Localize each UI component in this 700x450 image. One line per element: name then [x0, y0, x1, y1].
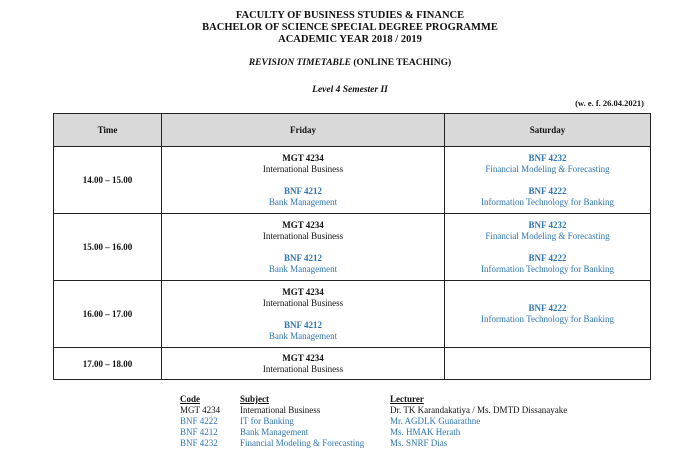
course-name: Bank Management: [268, 330, 338, 341]
timetable-title-italic: REVISION TIMETABLE: [248, 58, 352, 68]
friday-cell: [162, 281, 445, 348]
course-name: Financial Modeling & Forecasting: [485, 163, 610, 174]
course-code: BNF 4222: [528, 252, 567, 263]
course-name: International Business: [262, 297, 344, 308]
legend-code-header: Code: [180, 394, 200, 404]
saturday-cell: [445, 214, 651, 281]
course-name: International Business: [262, 363, 344, 374]
course-code: BNF 4232: [528, 219, 567, 230]
legend-row: [180, 416, 567, 427]
legend-code: BNF 4212: [180, 427, 218, 437]
time-slot: 17.00 – 18.00: [54, 348, 162, 380]
course-code: MGT 4234: [282, 219, 324, 230]
timetable: [53, 113, 651, 380]
legend-subject: Bank Management: [240, 427, 309, 437]
effective-date: (w. e. f. 26.04.2021): [575, 98, 644, 108]
table-row: [54, 281, 651, 348]
legend-lecturer: Ms. HMAK Herath: [390, 427, 461, 437]
course-code: BNF 4212: [284, 319, 322, 330]
time-slot: 16.00 – 17.00: [54, 281, 162, 348]
course-code: BNF 4222: [528, 303, 567, 313]
col-time: Time: [54, 114, 162, 147]
legend-subject: International Business: [240, 405, 321, 415]
time-slot: 15.00 – 16.00: [54, 214, 162, 281]
course-code: BNF 4222: [528, 185, 567, 196]
course-name: International Business: [262, 163, 344, 174]
course-code: BNF 4212: [284, 252, 322, 263]
legend-header: [180, 394, 567, 405]
faculty-title: FACULTY OF BUSINESS STUDIES & FINANCE: [235, 10, 465, 21]
legend-lecturer: Mr. AGDLK Gunarathne: [390, 416, 481, 426]
friday-cell: [162, 348, 445, 380]
legend-code: BNF 4232: [180, 438, 218, 448]
course-code: MGT 4234: [282, 286, 324, 297]
course-name: Bank Management: [268, 196, 338, 207]
saturday-cell: [445, 147, 651, 214]
legend-lecturer: Dr. TK Karandakatiya / Ms. DMTD Dissanayake: [390, 405, 568, 415]
academic-year: ACADEMIC YEAR 2018 / 2019: [278, 34, 422, 45]
course-code: MGT 4234: [282, 152, 324, 163]
time-slot: 14.00 – 15.00: [54, 147, 162, 214]
legend-lecturer-header: Lecturer: [390, 394, 424, 404]
saturday-cell: [445, 281, 651, 348]
legend-row: [180, 427, 567, 438]
course-code: MGT 4234: [282, 352, 324, 363]
course-name: Financial Modeling & Forecasting: [485, 230, 610, 241]
friday-cell: [162, 147, 445, 214]
col-saturday: Saturday: [445, 114, 651, 147]
legend-subject-header: Subject: [240, 394, 269, 404]
course-name: Information Technology for Banking: [481, 196, 614, 207]
course-name: Information Technology for Banking: [481, 263, 614, 274]
table-row: [54, 348, 651, 380]
legend-subject: Financial Modeling & Forecasting: [240, 438, 365, 448]
legend-row: [180, 405, 567, 416]
course-code: BNF 4232: [528, 152, 567, 163]
course-name: Information Technology for Banking: [481, 314, 614, 324]
col-friday: Friday: [162, 114, 445, 147]
friday-cell: [162, 214, 445, 281]
programme-title: BACHELOR OF SCIENCE SPECIAL DEGREE PROGRAMME: [202, 22, 498, 33]
course-name: Bank Management: [268, 263, 338, 274]
timetable-title: [0, 57, 700, 69]
timetable-header-row: [54, 114, 651, 147]
course-name: International Business: [262, 230, 344, 241]
table-row: [54, 147, 651, 214]
level-semester: Level 4 Semester II: [312, 85, 388, 95]
legend-lecturer: Ms. SNRF Dias: [390, 438, 448, 448]
legend-code: BNF 4222: [180, 416, 218, 426]
course-code: BNF 4212: [284, 185, 322, 196]
legend-row: [180, 438, 567, 449]
legend-subject: IT for Banking: [240, 416, 294, 426]
saturday-cell: [445, 348, 651, 380]
timetable-title-rest: (ONLINE TEACHING): [351, 58, 452, 68]
legend-code: MGT 4234: [180, 405, 221, 415]
table-row: [54, 214, 651, 281]
subject-legend: [180, 394, 567, 449]
